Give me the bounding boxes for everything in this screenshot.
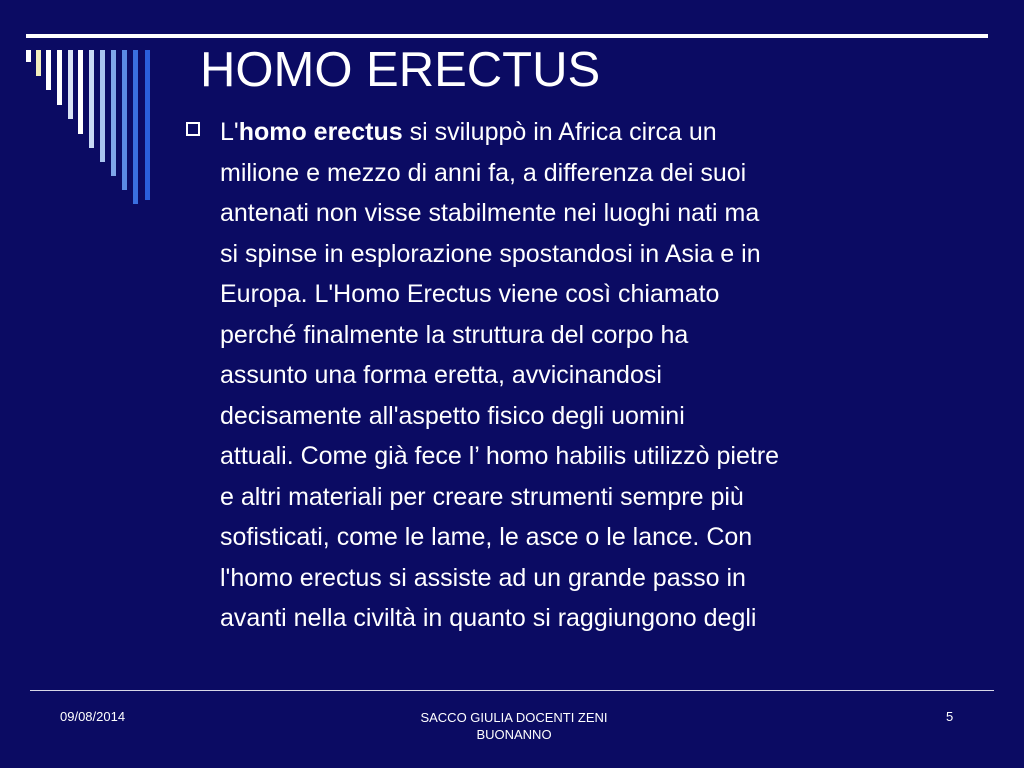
bullet-line: e altri materiali per creare strumenti sempre più <box>220 482 744 511</box>
bullet-first-line-rest: si sviluppò in Africa circa un <box>402 118 717 146</box>
footer-date: 09/08/2014 <box>60 709 126 724</box>
decorative-stripe <box>122 50 127 190</box>
decorative-stripe <box>46 50 51 90</box>
decorative-stripe <box>111 50 116 176</box>
bottom-rule <box>30 690 994 691</box>
decorative-stripe <box>133 50 138 204</box>
decorative-stripe <box>26 50 31 62</box>
bullet-line: avanti nella civiltà in quanto si raggiungono degli <box>220 604 757 632</box>
bullet-line: si spinse in esplorazione spostandosi in Asia e in <box>220 239 761 268</box>
bullet-text <box>220 112 986 639</box>
decorative-stripe <box>100 50 105 162</box>
slide-title: HOMO ERECTUS <box>200 43 601 97</box>
bullet-line: assunto una forma eretta, avvicinandosi <box>220 361 662 389</box>
footer-author-line1: SACCO GIULIA DOCENTI ZENI <box>420 710 608 725</box>
footer-author <box>374 709 654 743</box>
decorative-stripe <box>145 50 150 200</box>
square-bullet-icon <box>186 122 200 136</box>
bullet-line: Europa. L'Homo Erectus viene così chiamato <box>220 280 720 308</box>
decorative-stripe <box>57 50 62 105</box>
bullet-line: milione e mezzo di anni fa, a differenza dei suoi <box>220 158 747 187</box>
footer-page-number: 5 <box>946 709 954 724</box>
bullet-line: l'homo erectus si assiste ad un grande passo in <box>220 563 746 592</box>
bullet-line: sofisticati, come le lame, le asce o le lance. Con <box>220 523 753 551</box>
bullet-line: attuali. Come già fece l’ homo habilis utilizzò pietre <box>220 442 780 470</box>
bullet-item <box>186 112 986 639</box>
bullet-line: antenati non visse stabilmente nei luoghi nati ma <box>220 199 760 227</box>
decorative-stripe <box>68 50 73 119</box>
bullet-first-line <box>220 112 986 153</box>
bullet-prefix: L' <box>220 118 239 146</box>
decorative-stripe <box>36 50 41 76</box>
decorative-stripe <box>78 50 83 134</box>
bullet-bold-term: homo erectus <box>238 118 403 146</box>
decorative-stripe <box>89 50 94 148</box>
top-rule <box>26 34 988 38</box>
footer-author-line2: BUONANNO <box>476 727 552 742</box>
decorative-stripes <box>0 0 170 210</box>
bullet-line: perché finalmente la struttura del corpo ha <box>220 320 689 349</box>
bullet-line: decisamente all'aspetto fisico degli uomini <box>220 401 685 430</box>
